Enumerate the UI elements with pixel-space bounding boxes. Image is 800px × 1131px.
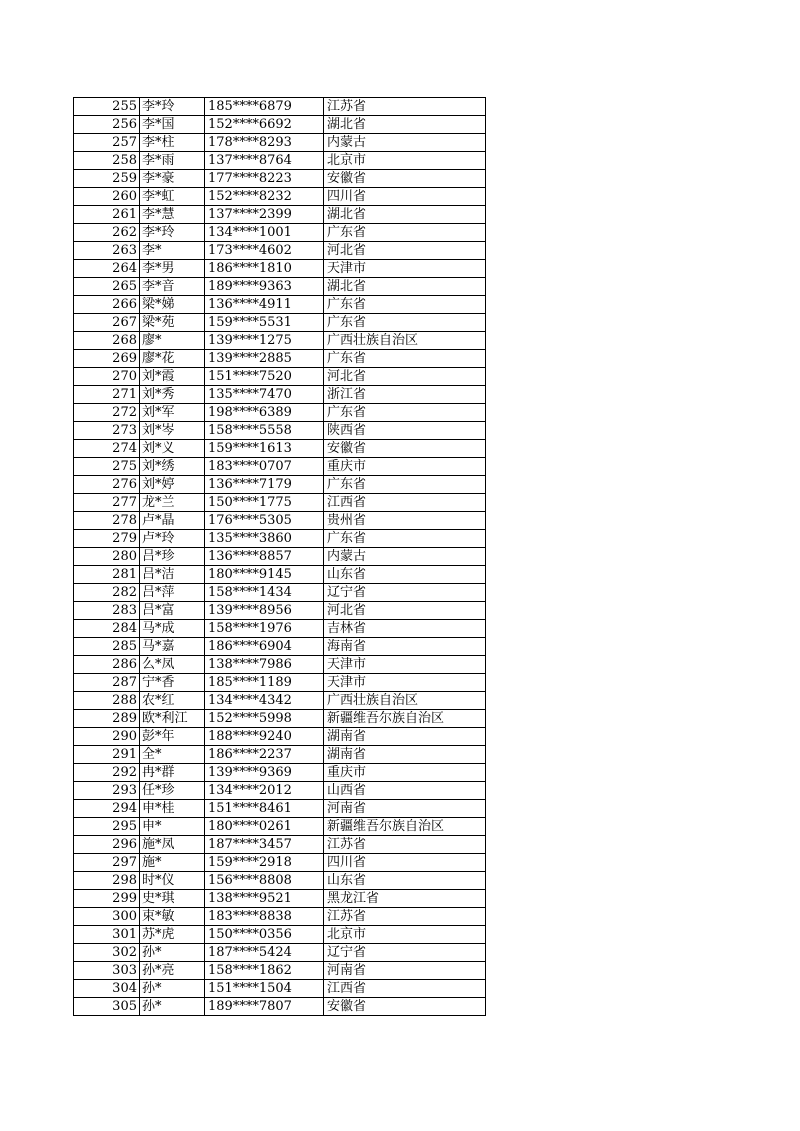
table-row — [74, 548, 486, 566]
name-cell: 李*男 — [140, 260, 205, 278]
province-cell: 湖南省 — [324, 746, 486, 764]
province-cell: 北京市 — [324, 152, 486, 170]
row-number-cell: 289 — [74, 710, 140, 728]
name-cell: 卢*晶 — [140, 512, 205, 530]
row-number-cell: 296 — [74, 836, 140, 854]
table-row — [74, 998, 486, 1016]
name-cell: 廖*花 — [140, 350, 205, 368]
name-cell: 施* — [140, 854, 205, 872]
row-number-cell: 276 — [74, 476, 140, 494]
province-cell: 内蒙古 — [324, 548, 486, 566]
province-cell: 广东省 — [324, 476, 486, 494]
phone-cell: 152****5998 — [205, 710, 324, 728]
province-cell: 安徽省 — [324, 170, 486, 188]
row-number-cell: 264 — [74, 260, 140, 278]
province-cell: 湖南省 — [324, 728, 486, 746]
phone-cell: 136****7179 — [205, 476, 324, 494]
row-number-cell: 305 — [74, 998, 140, 1016]
province-cell: 湖北省 — [324, 206, 486, 224]
name-cell: 李*玲 — [140, 98, 205, 116]
name-cell: 吕*萍 — [140, 584, 205, 602]
province-cell: 湖北省 — [324, 278, 486, 296]
name-cell: 冉*群 — [140, 764, 205, 782]
phone-cell: 139****2885 — [205, 350, 324, 368]
name-cell: 史*琪 — [140, 890, 205, 908]
phone-cell: 176****5305 — [205, 512, 324, 530]
row-number-cell: 282 — [74, 584, 140, 602]
table-row — [74, 404, 486, 422]
name-cell: 刘*绣 — [140, 458, 205, 476]
table-row — [74, 386, 486, 404]
table-row — [74, 674, 486, 692]
table-row — [74, 620, 486, 638]
name-cell: 李*国 — [140, 116, 205, 134]
table-row — [74, 692, 486, 710]
phone-cell: 135****7470 — [205, 386, 324, 404]
province-cell: 浙江省 — [324, 386, 486, 404]
table-row — [74, 908, 486, 926]
table-row — [74, 206, 486, 224]
name-cell: 孙* — [140, 998, 205, 1016]
province-cell: 山东省 — [324, 872, 486, 890]
name-cell: 吕*富 — [140, 602, 205, 620]
phone-cell: 180****9145 — [205, 566, 324, 584]
row-number-cell: 271 — [74, 386, 140, 404]
name-cell: 马*嘉 — [140, 638, 205, 656]
row-number-cell: 255 — [74, 98, 140, 116]
province-cell: 广东省 — [324, 314, 486, 332]
table-row — [74, 260, 486, 278]
phone-cell: 139****9369 — [205, 764, 324, 782]
table-row — [74, 368, 486, 386]
province-cell: 天津市 — [324, 656, 486, 674]
province-cell: 江苏省 — [324, 908, 486, 926]
province-cell: 四川省 — [324, 188, 486, 206]
row-number-cell: 278 — [74, 512, 140, 530]
phone-cell: 138****7986 — [205, 656, 324, 674]
phone-cell: 137****8764 — [205, 152, 324, 170]
table-row — [74, 134, 486, 152]
row-number-cell: 283 — [74, 602, 140, 620]
phone-cell: 150****0356 — [205, 926, 324, 944]
phone-cell: 187****5424 — [205, 944, 324, 962]
name-cell: 刘*霞 — [140, 368, 205, 386]
table-row — [74, 818, 486, 836]
province-cell: 安徽省 — [324, 998, 486, 1016]
table-row — [74, 98, 486, 116]
phone-cell: 134****4342 — [205, 692, 324, 710]
province-cell: 山西省 — [324, 782, 486, 800]
table-row — [74, 746, 486, 764]
table-row — [74, 152, 486, 170]
province-cell: 湖北省 — [324, 116, 486, 134]
province-cell: 河北省 — [324, 242, 486, 260]
province-cell: 河南省 — [324, 962, 486, 980]
phone-cell: 189****7807 — [205, 998, 324, 1016]
row-number-cell: 295 — [74, 818, 140, 836]
phone-cell: 198****6389 — [205, 404, 324, 422]
table-row — [74, 278, 486, 296]
table-row — [74, 242, 486, 260]
table-row — [74, 116, 486, 134]
name-cell: 廖* — [140, 332, 205, 350]
roster-body — [74, 98, 486, 1016]
row-number-cell: 279 — [74, 530, 140, 548]
table-row — [74, 854, 486, 872]
table-row — [74, 440, 486, 458]
name-cell: 农*红 — [140, 692, 205, 710]
phone-cell: 158****5558 — [205, 422, 324, 440]
table-row — [74, 980, 486, 998]
province-cell: 陕西省 — [324, 422, 486, 440]
name-cell: 孙*亮 — [140, 962, 205, 980]
province-cell: 广东省 — [324, 296, 486, 314]
province-cell: 北京市 — [324, 926, 486, 944]
row-number-cell: 274 — [74, 440, 140, 458]
name-cell: 孙* — [140, 944, 205, 962]
table-row — [74, 962, 486, 980]
name-cell: 李*虹 — [140, 188, 205, 206]
name-cell: 刘*岑 — [140, 422, 205, 440]
name-cell: 李*玲 — [140, 224, 205, 242]
name-cell: 吕*珍 — [140, 548, 205, 566]
name-cell: 欧*利江 — [140, 710, 205, 728]
table-row — [74, 422, 486, 440]
phone-cell: 151****8461 — [205, 800, 324, 818]
phone-cell: 183****8838 — [205, 908, 324, 926]
name-cell: 刘*秀 — [140, 386, 205, 404]
phone-cell: 177****8223 — [205, 170, 324, 188]
row-number-cell: 265 — [74, 278, 140, 296]
province-cell: 广西壮族自治区 — [324, 692, 486, 710]
row-number-cell: 286 — [74, 656, 140, 674]
row-number-cell: 263 — [74, 242, 140, 260]
row-number-cell: 299 — [74, 890, 140, 908]
row-number-cell: 257 — [74, 134, 140, 152]
phone-cell: 151****7520 — [205, 368, 324, 386]
name-cell: 梁*娣 — [140, 296, 205, 314]
phone-cell: 136****4911 — [205, 296, 324, 314]
phone-cell: 178****8293 — [205, 134, 324, 152]
phone-cell: 185****1189 — [205, 674, 324, 692]
name-cell: 李*音 — [140, 278, 205, 296]
phone-cell: 139****1275 — [205, 332, 324, 350]
row-number-cell: 284 — [74, 620, 140, 638]
province-cell: 江西省 — [324, 980, 486, 998]
province-cell: 江苏省 — [324, 836, 486, 854]
table-row — [74, 458, 486, 476]
province-cell: 河北省 — [324, 602, 486, 620]
phone-cell: 186****1810 — [205, 260, 324, 278]
name-cell: 申*桂 — [140, 800, 205, 818]
table-row — [74, 314, 486, 332]
name-cell: 卢*玲 — [140, 530, 205, 548]
row-number-cell: 270 — [74, 368, 140, 386]
phone-cell: 159****5531 — [205, 314, 324, 332]
phone-cell: 158****1976 — [205, 620, 324, 638]
name-cell: 宁*香 — [140, 674, 205, 692]
table-row — [74, 530, 486, 548]
name-cell: 苏*虎 — [140, 926, 205, 944]
row-number-cell: 285 — [74, 638, 140, 656]
phone-cell: 135****3860 — [205, 530, 324, 548]
row-number-cell: 281 — [74, 566, 140, 584]
phone-cell: 156****8808 — [205, 872, 324, 890]
phone-cell: 186****2237 — [205, 746, 324, 764]
province-cell: 吉林省 — [324, 620, 486, 638]
table-row — [74, 170, 486, 188]
province-cell: 贵州省 — [324, 512, 486, 530]
row-number-cell: 269 — [74, 350, 140, 368]
phone-cell: 158****1862 — [205, 962, 324, 980]
province-cell: 江西省 — [324, 494, 486, 512]
row-number-cell: 287 — [74, 674, 140, 692]
table-row — [74, 332, 486, 350]
province-cell: 内蒙古 — [324, 134, 486, 152]
phone-cell: 152****6692 — [205, 116, 324, 134]
row-number-cell: 288 — [74, 692, 140, 710]
province-cell: 河北省 — [324, 368, 486, 386]
row-number-cell: 259 — [74, 170, 140, 188]
table-row — [74, 638, 486, 656]
province-cell: 广东省 — [324, 350, 486, 368]
phone-cell: 152****8232 — [205, 188, 324, 206]
province-cell: 广东省 — [324, 530, 486, 548]
table-row — [74, 512, 486, 530]
table-row — [74, 296, 486, 314]
phone-cell: 137****2399 — [205, 206, 324, 224]
phone-cell: 159****2918 — [205, 854, 324, 872]
row-number-cell: 301 — [74, 926, 140, 944]
table-row — [74, 872, 486, 890]
row-number-cell: 298 — [74, 872, 140, 890]
province-cell: 黑龙江省 — [324, 890, 486, 908]
phone-cell: 139****8956 — [205, 602, 324, 620]
row-number-cell: 275 — [74, 458, 140, 476]
row-number-cell: 258 — [74, 152, 140, 170]
row-number-cell: 268 — [74, 332, 140, 350]
province-cell: 辽宁省 — [324, 944, 486, 962]
province-cell: 山东省 — [324, 566, 486, 584]
table-row — [74, 350, 486, 368]
province-cell: 江苏省 — [324, 98, 486, 116]
name-cell: 彭*年 — [140, 728, 205, 746]
phone-cell: 187****3457 — [205, 836, 324, 854]
row-number-cell: 300 — [74, 908, 140, 926]
name-cell: 束*敏 — [140, 908, 205, 926]
table-row — [74, 836, 486, 854]
row-number-cell: 273 — [74, 422, 140, 440]
row-number-cell: 294 — [74, 800, 140, 818]
province-cell: 重庆市 — [324, 458, 486, 476]
row-number-cell: 291 — [74, 746, 140, 764]
name-cell: 任*珍 — [140, 782, 205, 800]
row-number-cell: 272 — [74, 404, 140, 422]
name-cell: 么*凤 — [140, 656, 205, 674]
name-cell: 时*仪 — [140, 872, 205, 890]
table-row — [74, 890, 486, 908]
province-cell: 重庆市 — [324, 764, 486, 782]
table-row — [74, 782, 486, 800]
name-cell: 施*凤 — [140, 836, 205, 854]
table-row — [74, 224, 486, 242]
row-number-cell: 290 — [74, 728, 140, 746]
phone-cell: 173****4602 — [205, 242, 324, 260]
table-row — [74, 728, 486, 746]
roster-table — [73, 97, 486, 1016]
row-number-cell: 304 — [74, 980, 140, 998]
name-cell: 刘*义 — [140, 440, 205, 458]
row-number-cell: 293 — [74, 782, 140, 800]
province-cell: 新疆维吾尔族自治区 — [324, 710, 486, 728]
name-cell: 李*慧 — [140, 206, 205, 224]
phone-cell: 183****0707 — [205, 458, 324, 476]
table-row — [74, 566, 486, 584]
name-cell: 李* — [140, 242, 205, 260]
row-number-cell: 280 — [74, 548, 140, 566]
name-cell: 李*柱 — [140, 134, 205, 152]
province-cell: 天津市 — [324, 260, 486, 278]
name-cell: 李*豪 — [140, 170, 205, 188]
name-cell: 申* — [140, 818, 205, 836]
province-cell: 广东省 — [324, 224, 486, 242]
phone-cell: 151****1504 — [205, 980, 324, 998]
row-number-cell: 260 — [74, 188, 140, 206]
row-number-cell: 256 — [74, 116, 140, 134]
phone-cell: 180****0261 — [205, 818, 324, 836]
province-cell: 新疆维吾尔族自治区 — [324, 818, 486, 836]
table-row — [74, 476, 486, 494]
row-number-cell: 297 — [74, 854, 140, 872]
row-number-cell: 266 — [74, 296, 140, 314]
row-number-cell: 267 — [74, 314, 140, 332]
province-cell: 海南省 — [324, 638, 486, 656]
province-cell: 安徽省 — [324, 440, 486, 458]
name-cell: 刘*军 — [140, 404, 205, 422]
name-cell: 马*成 — [140, 620, 205, 638]
table-row — [74, 764, 486, 782]
row-number-cell: 262 — [74, 224, 140, 242]
table-row — [74, 494, 486, 512]
table-row — [74, 584, 486, 602]
phone-cell: 188****9240 — [205, 728, 324, 746]
province-cell: 天津市 — [324, 674, 486, 692]
phone-cell: 150****1775 — [205, 494, 324, 512]
row-number-cell: 261 — [74, 206, 140, 224]
table-row — [74, 602, 486, 620]
row-number-cell: 303 — [74, 962, 140, 980]
table-row — [74, 926, 486, 944]
province-cell: 广东省 — [324, 404, 486, 422]
table-row — [74, 188, 486, 206]
table-row — [74, 800, 486, 818]
phone-cell: 158****1434 — [205, 584, 324, 602]
phone-cell: 134****2012 — [205, 782, 324, 800]
table-row — [74, 656, 486, 674]
table-row — [74, 944, 486, 962]
row-number-cell: 302 — [74, 944, 140, 962]
phone-cell: 159****1613 — [205, 440, 324, 458]
name-cell: 梁*苑 — [140, 314, 205, 332]
phone-cell: 189****9363 — [205, 278, 324, 296]
name-cell: 李*雨 — [140, 152, 205, 170]
phone-cell: 134****1001 — [205, 224, 324, 242]
row-number-cell: 292 — [74, 764, 140, 782]
phone-cell: 138****9521 — [205, 890, 324, 908]
name-cell: 刘*婷 — [140, 476, 205, 494]
province-cell: 辽宁省 — [324, 584, 486, 602]
name-cell: 孙* — [140, 980, 205, 998]
province-cell: 河南省 — [324, 800, 486, 818]
name-cell: 龙*兰 — [140, 494, 205, 512]
phone-cell: 136****8857 — [205, 548, 324, 566]
name-cell: 全* — [140, 746, 205, 764]
phone-cell: 185****6879 — [205, 98, 324, 116]
name-cell: 吕*洁 — [140, 566, 205, 584]
phone-cell: 186****6904 — [205, 638, 324, 656]
row-number-cell: 277 — [74, 494, 140, 512]
province-cell: 四川省 — [324, 854, 486, 872]
province-cell: 广西壮族自治区 — [324, 332, 486, 350]
table-row — [74, 710, 486, 728]
